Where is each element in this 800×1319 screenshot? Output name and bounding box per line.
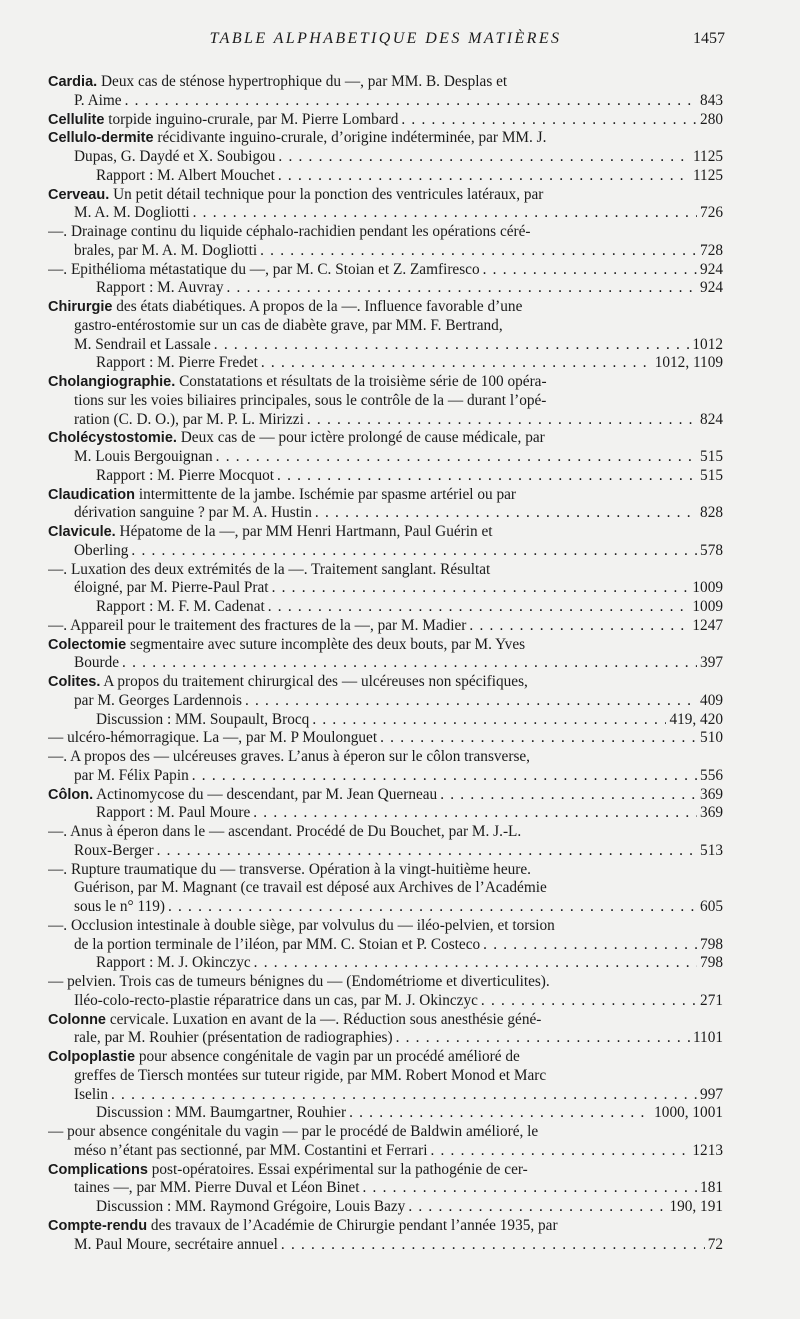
index-entry-body: Rapport : M. F. M. Cadenat — [96, 598, 265, 615]
leader-dots — [281, 1236, 705, 1255]
leader-dots — [307, 411, 697, 430]
index-line-text — [48, 748, 723, 767]
index-entry-body: Deux cas de — pour ictère prolongé de cause médicale, par — [180, 429, 545, 447]
index-line-text — [74, 317, 723, 336]
index-line-text — [48, 429, 723, 448]
index-line — [48, 879, 723, 898]
index-line-text — [74, 1142, 427, 1161]
index-line — [48, 298, 723, 317]
index-entry-body: Actinomycose du — descendant, par M. Jean Querneau — [96, 785, 438, 803]
leader-dots — [245, 692, 697, 711]
index-line-text — [74, 1086, 108, 1105]
index-line-text — [48, 636, 723, 655]
index-keyword: Cellulo-dermite — [48, 130, 154, 147]
index-line-text — [48, 298, 723, 317]
index-entry-body: Hépatome de la —, par MM Henri Hartmann, Paul Guérin et — [119, 523, 493, 540]
index-line — [48, 411, 723, 430]
index-entry-body: Un petit détail technique pour la ponction des ventricules latéraux, par — [113, 185, 544, 203]
index-line-text — [96, 1104, 346, 1123]
index-line — [48, 1048, 723, 1067]
index-line-text — [48, 617, 466, 636]
index-line — [48, 1029, 723, 1048]
index-entry-body: Oberling — [74, 541, 129, 559]
index-line — [48, 917, 723, 936]
index-line — [48, 861, 723, 880]
index-line — [48, 261, 723, 280]
index-keyword: Colites. — [48, 674, 101, 690]
index-line-text — [96, 711, 309, 730]
index-entry-body: gastro-entérostomie sur un cas de diabète grave, par MM. F. Bertrand, — [74, 316, 503, 334]
index-keyword: Cholécystostomie. — [48, 430, 177, 447]
page-reference: 1213 — [692, 1141, 723, 1159]
index-line — [48, 898, 723, 917]
page-reference: 1125 — [692, 148, 723, 165]
page-reference: 578 — [700, 541, 723, 559]
page-reference: 924 — [700, 279, 723, 297]
leader-dots — [226, 279, 697, 298]
index-line — [48, 523, 723, 542]
page-reference: 397 — [700, 654, 723, 672]
index-line — [48, 561, 723, 580]
index-line — [48, 1236, 723, 1255]
index-line-text — [48, 373, 723, 392]
index-entry-body: Roux-Berger — [74, 841, 154, 859]
index-entry-body: Iléo-colo-recto-plastie réparatrice dans un cas, par M. J. Okinczyc — [74, 991, 478, 1009]
index-line-text — [96, 804, 250, 823]
leader-dots — [312, 711, 666, 730]
index-line — [48, 504, 723, 523]
index-entry-body: méso n’étant pas sectionné, par MM. Costantini et Ferrari — [74, 1141, 428, 1159]
page-reference: 726 — [700, 204, 723, 222]
leader-dots — [157, 842, 697, 861]
index-line — [48, 392, 723, 411]
index-entry-body: —. Epithélioma métastatique du —, par M. C. Stoian et Z. Zamfiresco — [48, 260, 480, 278]
index-entry-body: M. Louis Bergouignan — [74, 448, 213, 465]
leader-dots — [396, 1029, 690, 1048]
leader-dots — [483, 261, 697, 280]
leader-dots — [192, 767, 697, 786]
leader-dots — [253, 804, 697, 823]
index-entry-body: torpide inguino-crurale, par M. Pierre Lombard — [108, 110, 399, 128]
page-number: 1457 — [693, 30, 725, 47]
leader-dots — [380, 729, 697, 748]
index-line-text — [96, 1198, 405, 1217]
leader-dots — [469, 617, 689, 636]
index-keyword: Complications — [48, 1161, 148, 1178]
index-line — [48, 579, 723, 598]
index-entry-body: Iselin — [74, 1085, 108, 1103]
index-line — [48, 486, 723, 505]
index-line-text — [48, 73, 723, 92]
index-line-text — [48, 1217, 723, 1236]
index-line-text — [74, 204, 190, 223]
index-line — [48, 317, 723, 336]
index-entry-body: M. A. M. Dogliotti — [74, 204, 190, 222]
leader-dots — [278, 148, 690, 167]
index-entry-body: P. Aime — [74, 91, 122, 109]
index-entry-body: Rapport : M. Auvray — [96, 279, 224, 297]
index-entry-body: Rapport : M. Pierre Mocquot — [96, 466, 275, 484]
index-line — [48, 673, 723, 692]
page-reference: 1012, 1109 — [654, 354, 723, 372]
index-entry-body: A propos du traitement chirurgical des — ulcéreuses non spécifiques, — [103, 673, 528, 690]
index-line — [48, 842, 723, 861]
index-line-text — [96, 167, 275, 186]
index-entry-body: Discussion : MM. Soupault, Brocq — [96, 710, 310, 728]
index-line-text — [48, 786, 437, 805]
index-line-text — [74, 336, 211, 355]
index-entry-body: — pour absence congénitale du vagin — par le procédé de Baldwin amélioré, le — [48, 1123, 539, 1140]
page-reference: 72 — [707, 1235, 723, 1253]
index-line — [48, 767, 723, 786]
index-line-text — [48, 261, 480, 280]
leader-dots — [111, 1086, 697, 1105]
index-entry-body: par M. Félix Papin — [74, 766, 189, 784]
index-line — [48, 336, 723, 355]
page-reference: 1012 — [692, 335, 723, 353]
leader-dots — [430, 1142, 689, 1161]
index-line — [48, 186, 723, 205]
index-line-text — [96, 954, 251, 973]
index-entry-body: taines —, par MM. Pierre Duval et Léon Binet — [74, 1179, 360, 1197]
index-line-text — [74, 842, 154, 861]
index-entry-body: —. Drainage continu du liquide céphalo-rachidien pendant les opérations céré- — [48, 223, 531, 240]
index-line — [48, 1011, 723, 1030]
index-line — [48, 1198, 723, 1217]
leader-dots — [408, 1198, 666, 1217]
index-entry-body: Discussion : MM. Raymond Grégoire, Louis Bazy — [96, 1198, 406, 1215]
leader-dots — [440, 786, 697, 805]
index-line — [48, 711, 723, 730]
index-line — [48, 786, 723, 805]
index-entry-body: —. Appareil pour le traitement des fractures de la —, par M. Madier — [48, 616, 467, 634]
page-reference: 605 — [700, 898, 723, 915]
index-line-text — [74, 1236, 278, 1255]
leader-dots — [401, 111, 697, 130]
index-line-text — [74, 504, 312, 523]
index-line — [48, 148, 723, 167]
page-reference: 798 — [700, 935, 723, 953]
index-line-text — [74, 579, 269, 598]
index-line — [48, 1217, 723, 1236]
index-entry-body: —. Occlusion intestinale à double siège, par volvulus du — iléo-pelvien, et torsion — [48, 916, 555, 934]
index-entry-body: —. Anus à éperon dans le — ascendant. Procédé de Du Bouchet, par M. J.-L. — [48, 823, 522, 840]
page-reference: 798 — [700, 954, 723, 972]
index-line — [48, 692, 723, 711]
index-line — [48, 92, 723, 111]
page-reference: 728 — [700, 241, 723, 259]
index-line — [48, 429, 723, 448]
index-line — [48, 617, 723, 636]
index-entry-body: greffes de Tiersch montées sur tuteur rigide, par MM. Robert Monod et Marc — [74, 1066, 547, 1084]
page-reference: 419, 420 — [669, 710, 723, 728]
index-line — [48, 448, 723, 467]
page-reference: 843 — [700, 91, 723, 109]
index-line-text — [74, 542, 128, 561]
index-line — [48, 373, 723, 392]
leader-dots — [168, 898, 697, 917]
index-line-text — [74, 392, 723, 411]
index-line-text — [48, 1161, 723, 1180]
index-line-text — [48, 561, 723, 580]
index-entry-body: — ulcéro-hémorragique. La —, par M. P Moulonguet — [48, 729, 378, 747]
index-line — [48, 973, 723, 992]
index-line — [48, 542, 723, 561]
index-line — [48, 204, 723, 223]
index-entry-body: Rapport : M. Paul Moure — [96, 804, 251, 822]
index-line-text — [74, 936, 480, 955]
index-line — [48, 1161, 723, 1180]
page-reference: 280 — [700, 110, 723, 128]
index-entry-body: Deux cas de sténose hypertrophique du —, par MM. B. Desplas et — [101, 73, 508, 90]
running-title: TABLE ALPHABETIQUE DES MATIÈRES — [209, 30, 562, 47]
index-entry-body: post-opératoires. Essai expérimental sur la pathogénie de cer- — [151, 1160, 528, 1178]
index-entry-body: Discussion : MM. Baumgartner, Rouhier — [96, 1104, 347, 1122]
index-line — [48, 804, 723, 823]
index-line-text — [48, 823, 723, 842]
leader-dots — [268, 598, 690, 617]
index-entry-body: de la portion terminale de l’iléon, par MM. C. Stoian et P. Costeco — [74, 935, 481, 953]
leader-dots — [261, 354, 652, 373]
index-line-text — [74, 411, 304, 430]
index-entry-body: Guérison, par M. Magnant (ce travail est déposé aux Archives de l’Académie — [74, 879, 547, 897]
index-entry-body: rale, par M. Rouhier (présentation de radiographies) — [74, 1029, 393, 1047]
index-entry-body: tions sur les voies biliaires principales, sous le contrôle de la — durant l’opé- — [74, 391, 547, 409]
page-reference: 1000, 1001 — [654, 1104, 723, 1122]
index-line-text — [48, 1123, 723, 1142]
page-reference: 1125 — [692, 166, 723, 184]
index-entry-body: M. Paul Moure, secrétaire annuel — [74, 1235, 278, 1253]
index-entries — [48, 73, 723, 1254]
index-line — [48, 467, 723, 486]
leader-dots — [349, 1104, 651, 1123]
page-reference: 181 — [700, 1179, 723, 1197]
leader-dots — [277, 467, 697, 486]
index-line-text — [48, 129, 723, 148]
page-reference: 1009 — [692, 598, 723, 615]
index-entry-body: pour absence congénitale de vagin par un procédé amélioré de — [138, 1048, 520, 1065]
index-line-text — [48, 486, 723, 505]
index-line — [48, 73, 723, 92]
leader-dots — [216, 448, 697, 467]
index-entry-body: Dupas, G. Daydé et X. Soubigou — [74, 148, 276, 165]
index-line-text — [48, 1011, 723, 1030]
index-keyword: Colonne — [48, 1011, 106, 1028]
index-keyword: Colpoplastie — [48, 1049, 136, 1065]
index-entry-body: cervicale. Luxation en avant de la —. Réduction sous anesthésie géné- — [109, 1010, 542, 1028]
index-entry-body: Rapport : M. J. Okinczyc — [96, 954, 251, 972]
index-line — [48, 111, 723, 130]
page-reference: 1247 — [692, 616, 723, 634]
leader-dots — [481, 992, 697, 1011]
index-keyword: Chirurgie — [48, 299, 113, 315]
index-line-text — [74, 242, 257, 261]
index-line — [48, 1123, 723, 1142]
index-entry-body: Bourde — [74, 654, 120, 672]
index-line — [48, 636, 723, 655]
page-reference: 515 — [700, 466, 723, 484]
index-line — [48, 279, 723, 298]
page-header — [48, 30, 723, 52]
leader-dots — [362, 1179, 697, 1198]
index-line-text — [48, 523, 723, 542]
index-line — [48, 748, 723, 767]
index-line-text — [96, 598, 265, 617]
index-line-text — [74, 767, 189, 786]
page-reference: 190, 191 — [669, 1198, 723, 1215]
index-entry-body: des états diabétiques. A propos de la —. Influence favorable d’une — [116, 298, 523, 315]
index-line-text — [48, 861, 723, 880]
leader-dots — [254, 954, 697, 973]
index-keyword: Claudication — [48, 486, 136, 503]
index-entry-body: Constatations et résultats de la troisième série de 100 opéra- — [179, 373, 547, 390]
index-entry-body: sous le n° 119) — [74, 898, 165, 915]
index-line — [48, 654, 723, 673]
index-line — [48, 354, 723, 373]
index-line — [48, 223, 723, 242]
index-line — [48, 167, 723, 186]
index-line — [48, 598, 723, 617]
page-reference: 369 — [700, 804, 723, 822]
page-reference: 409 — [700, 691, 723, 709]
index-entry-body: Rapport : M. Pierre Fredet — [96, 354, 258, 372]
index-entry-body: éloigné, par M. Pierre-Paul Prat — [74, 579, 269, 597]
index-line-text — [74, 92, 122, 111]
page-reference: 828 — [700, 504, 723, 522]
index-line-text — [48, 1048, 723, 1067]
index-line-text — [74, 992, 478, 1011]
index-line-text — [74, 1067, 723, 1086]
index-line-text — [74, 898, 165, 917]
index-line — [48, 242, 723, 261]
leader-dots — [272, 579, 690, 598]
index-entry-body: récidivante inguino-crurale, d’origine indéterminée, par MM. J. — [157, 129, 547, 147]
leader-dots — [193, 204, 697, 223]
page-reference: 824 — [700, 410, 723, 428]
index-entry-body: —. Luxation des deux extrémités de la —. Traitement sanglant. Résultat — [48, 560, 491, 578]
leader-dots — [122, 654, 697, 673]
index-entry-body: M. Sendrail et Lassale — [74, 335, 211, 353]
index-line-text — [74, 654, 119, 673]
leader-dots — [131, 542, 697, 561]
index-line-text — [96, 354, 258, 373]
index-entry-body: —. A propos des — ulcéreuses graves. L’anus à éperon sur le côlon transverse, — [48, 748, 531, 765]
index-keyword: Côlon. — [48, 786, 94, 803]
index-line — [48, 129, 723, 148]
index-line-text — [48, 729, 377, 748]
index-line-text — [48, 186, 723, 205]
index-line-text — [96, 279, 223, 298]
page-reference: 997 — [700, 1085, 723, 1103]
index-line-text — [48, 111, 398, 130]
index-line-text — [74, 879, 723, 898]
index-line-text — [74, 1179, 359, 1198]
leader-dots — [278, 167, 690, 186]
index-entry-body: Rapport : M. Albert Mouchet — [96, 166, 275, 184]
index-entry-body: des travaux de l’Académie de Chirurgie pendant l’année 1935, par — [150, 1216, 558, 1234]
index-line-text — [74, 448, 213, 467]
leader-dots — [214, 336, 690, 355]
index-keyword: Cholangiographie. — [48, 374, 176, 390]
leader-dots — [483, 936, 697, 955]
index-entry-body: par M. Georges Lardennois — [74, 691, 242, 709]
index-line-text — [48, 917, 723, 936]
index-line — [48, 1179, 723, 1198]
index-entry-body: — pelvien. Trois cas de tumeurs bénignes du — (Endométriome et diverticulites). — [48, 973, 550, 990]
leader-dots — [315, 504, 697, 523]
index-line-text — [96, 467, 274, 486]
index-keyword: Clavicule. — [48, 524, 116, 540]
index-line — [48, 1067, 723, 1086]
index-line — [48, 936, 723, 955]
index-keyword: Compte-rendu — [48, 1217, 148, 1234]
index-line — [48, 1142, 723, 1161]
page-reference: 271 — [700, 991, 723, 1009]
index-entry-body: segmentaire avec suture incomplète des deux bouts, par M. Yves — [130, 635, 526, 653]
index-entry-body: dérivation sanguine ? par M. A. Hustin — [74, 504, 312, 522]
page-reference: 515 — [700, 448, 723, 465]
index-entry-body: intermittente de la jambe. Ischémie par spasme artériel ou par — [138, 485, 517, 503]
index-line — [48, 729, 723, 748]
index-line-text — [74, 1029, 393, 1048]
index-line — [48, 1086, 723, 1105]
index-entry-body: —. Rupture traumatique du — transverse. Opération à la vingt-huitième heure. — [48, 860, 531, 878]
index-line-text — [48, 223, 723, 242]
index-line-text — [48, 673, 723, 692]
index-line-text — [74, 148, 275, 167]
index-keyword: Colectomie — [48, 636, 127, 653]
index-line-text — [74, 692, 242, 711]
index-keyword: Cardia. — [48, 74, 98, 90]
index-entry-body: ration (C. D. O.), par M. P. L. Mirizzi — [74, 410, 304, 428]
page-reference: 556 — [700, 766, 723, 784]
page-reference: 1101 — [692, 1029, 723, 1047]
index-line — [48, 954, 723, 973]
index-line-text — [48, 973, 723, 992]
index-line — [48, 823, 723, 842]
page-reference: 369 — [700, 785, 723, 803]
page-reference: 924 — [700, 260, 723, 278]
index-line — [48, 1104, 723, 1123]
index-keyword: Cellulite — [48, 111, 105, 128]
index-line — [48, 992, 723, 1011]
page-reference: 513 — [700, 841, 723, 859]
index-keyword: Cerveau. — [48, 186, 110, 203]
leader-dots — [125, 92, 697, 111]
index-entry-body: brales, par M. A. M. Dogliotti — [74, 241, 258, 259]
page-reference: 510 — [700, 729, 723, 747]
page-reference: 1009 — [692, 579, 723, 597]
leader-dots — [260, 242, 697, 261]
